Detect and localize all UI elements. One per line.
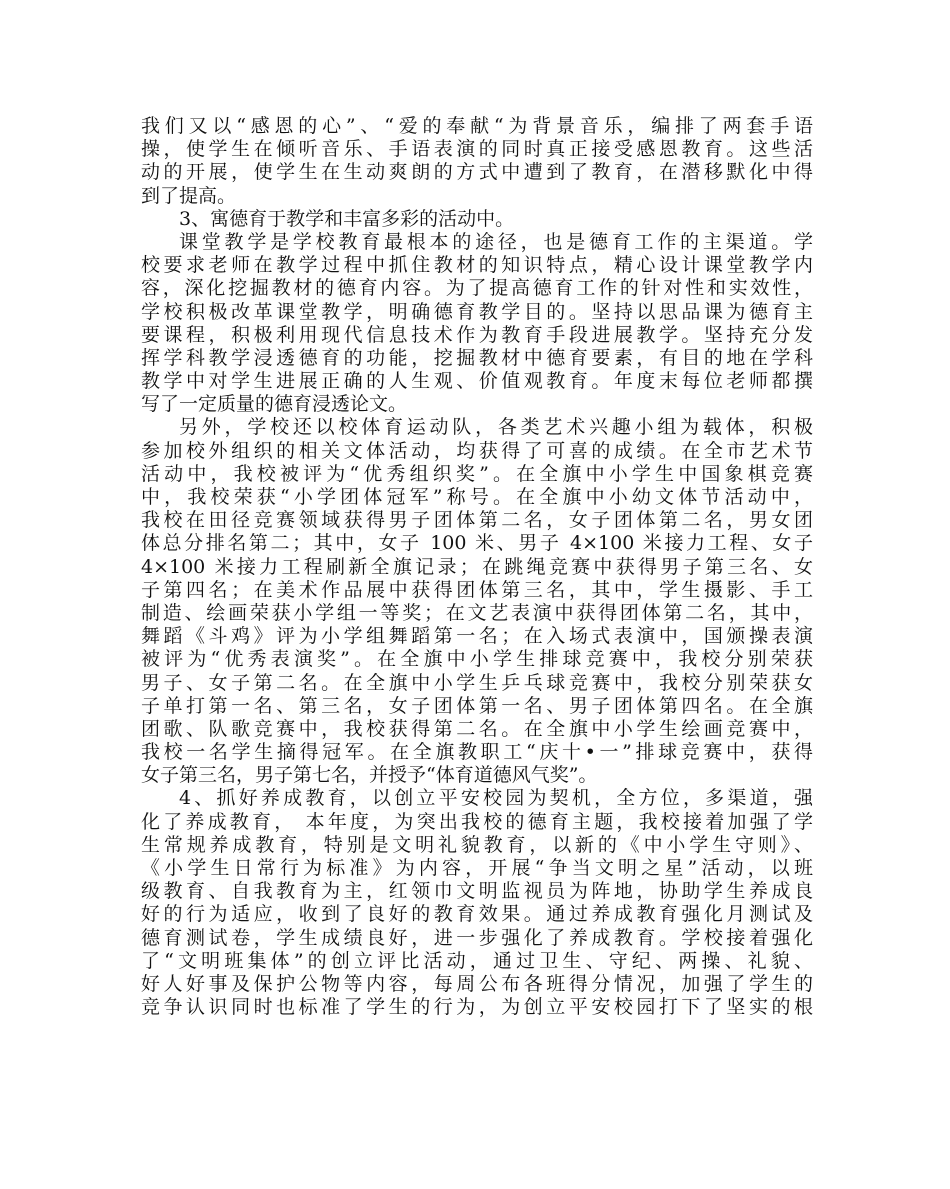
text-line: 团歌、队歌竞赛中，我校获得第二名。在全旗中小学生绘画竞赛中，	[141, 717, 813, 740]
text-line: 竞争认识同时也标准了学生的行为，为创立平安校园打下了坚实的根	[141, 996, 813, 1019]
text-line: 级教育、自我教育为主，红领巾文明监视员为阵地，协助学生养成良	[141, 880, 813, 903]
text-line: 要课程，积极利用现代信息技术作为教育手段进展教学。坚持充分发	[141, 323, 813, 346]
text-line: 3、寓德育于教学和丰富多彩的活动中。	[179, 207, 515, 230]
text-line: 子单打第一名、第三名，女子团体第一名、男子团体第四名。在全旗	[141, 694, 813, 717]
text-line: 动的开展，使学生在生动爽朗的方式中遭到了教育，在潜移默化中得	[141, 161, 813, 184]
text-line: 了“文明班集体”的创立评比活动，通过卫生、守纪、两操、礼貌、	[141, 949, 813, 972]
text-line: 挥学科教学浸透德育的功能，挖掘教材中德育要素，有目的地在学科	[141, 346, 813, 369]
text-line: 容，深化挖掘教材的德育内容。为了提高德育工作的针对性和实效性，	[141, 277, 813, 300]
text-line: 4、抓好养成教育，以创立平安校园为契机，全方位，多渠道，强	[179, 787, 813, 810]
text-line: 课堂教学是学校教育最根本的途径，也是德育工作的主渠道。学	[179, 230, 813, 253]
text-line: 我校在田径竞赛领域获得男子团体第二名，女子团体第二名，男女团	[141, 509, 813, 532]
text-line: 舞蹈《斗鸡》评为小学组舞蹈第一名；在入场式表演中，国颁操表演	[141, 625, 813, 648]
text-line: 写了一定质量的德育浸透论文。	[141, 393, 408, 416]
text-line: 被评为“优秀表演奖”。在全旗中小学生排球竞赛中，我校分别荣获	[141, 648, 813, 671]
text-line: 《小学生日常行为标准》为内容，开展“争当文明之星”活动，以班	[141, 857, 813, 879]
text-line: 子第四名；在美术作品展中获得团体第三名，其中，学生摄影、手工	[141, 578, 813, 601]
text-line: 参加校外组织的相关文体活动，均获得了可喜的成绩。在全市艺术节	[141, 439, 813, 462]
text-line: 中，我校荣获“小学团体冠军”称号。在全旗中小幼文体节活动中，	[141, 486, 813, 508]
text-line: 好的行为适应，收到了良好的教育效果。通过养成教育强化月测试及	[141, 903, 813, 926]
text-line: 体总分排名第二；其中，女子 100 米、男子 4×100 米接力工程、女子	[141, 532, 813, 555]
text-line: 操，使学生在倾听音乐、手语表演的同时真正接受感恩教育。这些活	[141, 138, 813, 161]
text-line: 我校一名学生摘得冠军。在全旗教职工“庆十•一”排球竞赛中，获得	[141, 741, 813, 764]
text-line: 男子、女子第二名。在全旗中小学生乒乓球竞赛中，我校分别荣获女	[141, 671, 813, 694]
text-line: 我们又以“感恩的心”、“爱的奉献“为背景音乐，编排了两套手语	[141, 115, 813, 137]
text-line: 教学中对学生进展正确的人生观、价值观教育。年度末每位老师都撰	[141, 370, 813, 393]
document-body	[141, 115, 813, 1019]
text-line: 制造、绘画荣获小学组一等奖；在文艺表演中获得团体第二名，其中，	[141, 601, 813, 624]
text-line: 校要求老师在教学过程中抓住教材的知识特点，精心设计课堂教学内	[141, 254, 813, 277]
text-line: 化了养成教育， 本年度，为突出我校的德育主题，我校接着加强了学	[141, 810, 813, 833]
text-line: 好人好事及保护公物等内容，每周公布各班得分情况，加强了学生的	[141, 972, 813, 995]
text-line: 活动中，我校被评为“优秀组织奖”。在全旗中小学生中国象棋竞赛	[141, 462, 813, 485]
text-line: 女子第三名，男子第七名，并授予“体育道德风气奖”。	[141, 764, 598, 787]
text-line: 另外，学校还以校体育运动队，各类艺术兴趣小组为载体，积极	[179, 416, 813, 439]
text-line: 生常规养成教育，特别是文明礼貌教育，以新的《中小学生守则》、	[141, 833, 813, 856]
text-line: 德育测试卷，学生成绩良好，进一步强化了养成教育。学校接着强化	[141, 926, 813, 949]
text-line: 4×100 米接力工程刷新全旗记录；在跳绳竞赛中获得男子第三名、女	[141, 555, 813, 578]
text-line: 到了提高。	[141, 184, 237, 207]
text-line: 学校积极改革课堂教学，明确德育教学目的。坚持以思品课为德育主	[141, 300, 813, 323]
